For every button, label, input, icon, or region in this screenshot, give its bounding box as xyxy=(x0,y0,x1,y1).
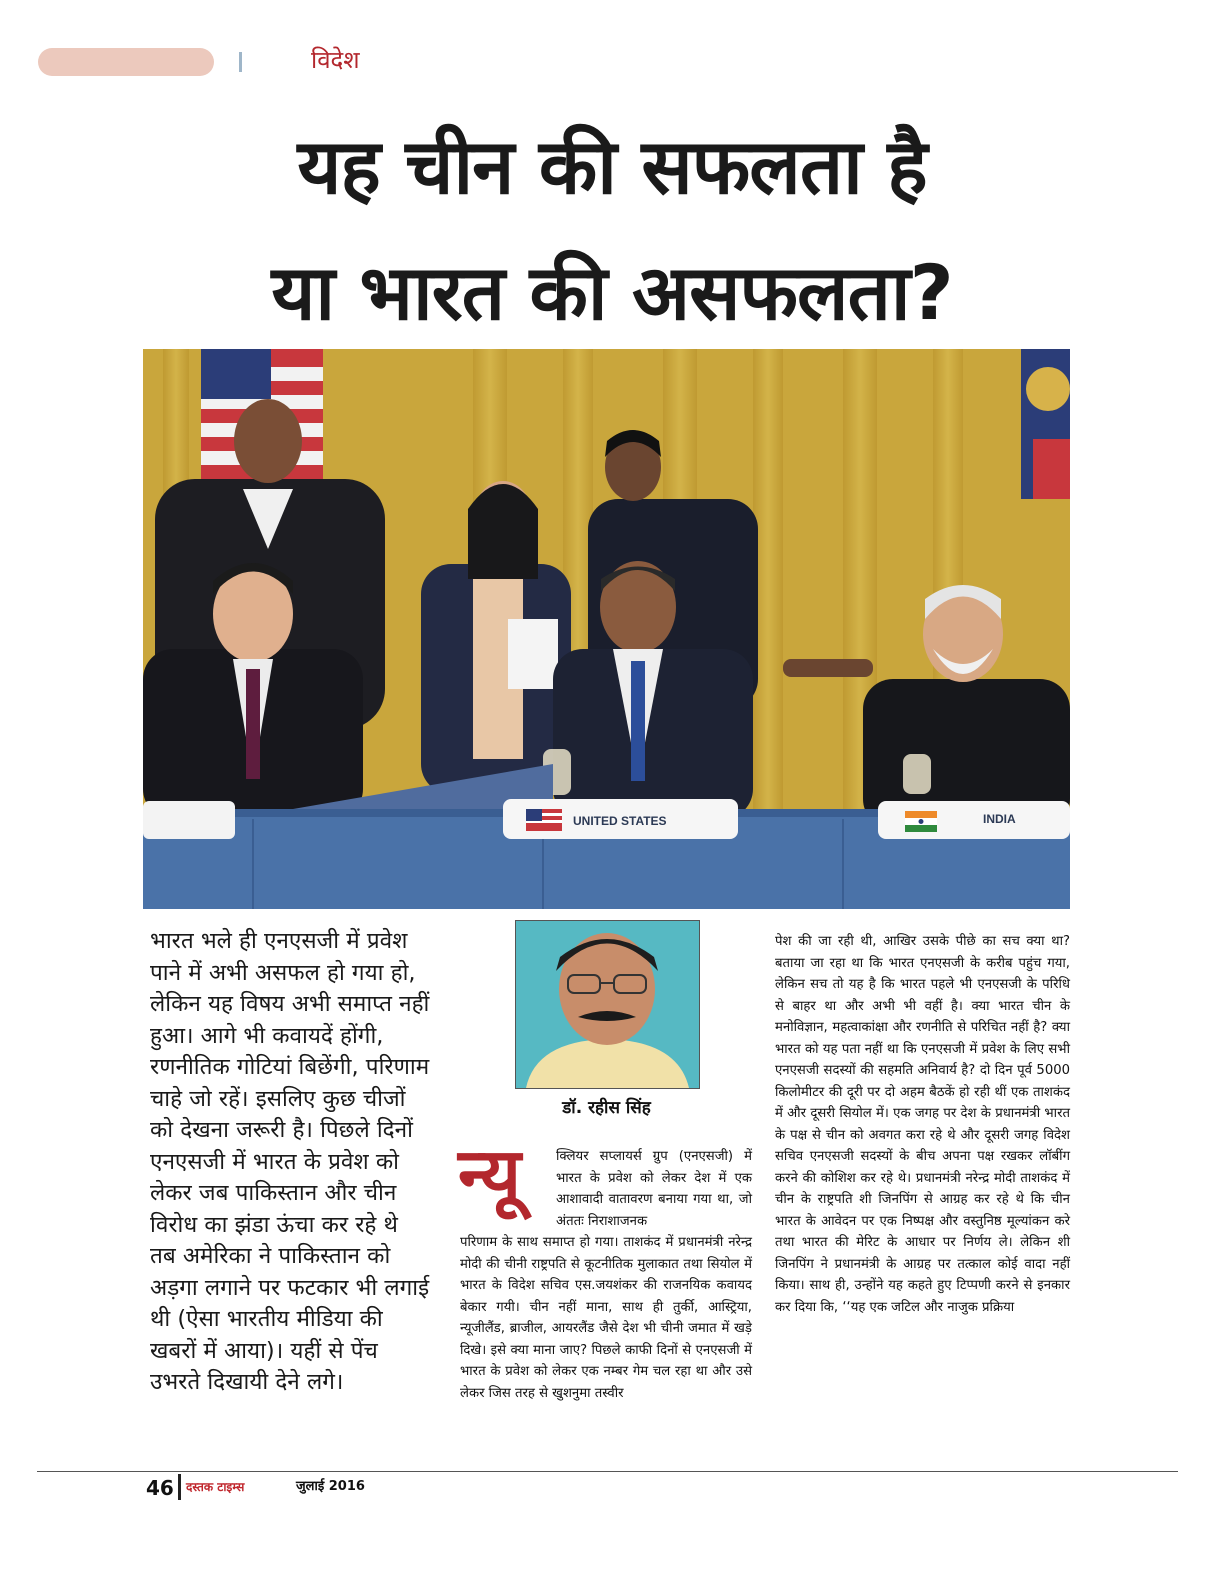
magazine-logo: दस्तक टाइम्स xyxy=(186,1480,245,1494)
divider-bar xyxy=(239,52,242,72)
drop-cap: न्यू xyxy=(458,1132,522,1216)
headline-line-2: या भारत की असफलता? xyxy=(271,248,953,337)
summit-photo xyxy=(143,349,1070,909)
placard-india-label: INDIA xyxy=(983,812,1016,826)
flag-right xyxy=(1021,349,1070,499)
placard-united-states xyxy=(503,799,738,839)
placard-india xyxy=(878,801,1070,839)
issue-date: जुलाई 2016 xyxy=(296,1479,365,1494)
headline-line-1: यह चीन की सफलता है xyxy=(297,122,927,211)
footer-divider xyxy=(178,1474,181,1500)
author-photo xyxy=(515,920,700,1089)
author-portrait xyxy=(516,921,699,1088)
section-label: विदेश xyxy=(311,46,360,74)
footer-rule xyxy=(37,1471,1178,1472)
article-middle-column xyxy=(460,1232,752,1404)
placard-us-label: UNITED STATES xyxy=(573,814,667,828)
article-intro xyxy=(556,1146,752,1232)
summit-photo-illustration xyxy=(143,349,1070,909)
lead-text: भारत भले ही एनएसजी में प्रवेश पाने में अभी असफल हो गया हो, लेकिन यह विषय अभी समाप्त नहीं हुआ। आगे भी कवायदें होंगी, रणनीतिक गोटियां बिछेंगी, परिणाम चाहे जो रहें। इसलिए कुछ चीजों को देखना जरूरी है। पिछले दिनों एनएसजी में भारत के प्रवेश को लेकर जब पाकिस्तान और चीन विरोध का झंडा ऊंचा कर रहे थे तब अमेरिका ने पाकिस्तान को अड़गा लगाने पर फटकार भी लगाई थी (ऐसा भारतीय मीडिया की खबरों में आया)। यहीं से पेंच उभरते दिखायी देने लगे। xyxy=(150,928,430,1395)
article-right-text: पेश की जा रही थी, आखिर उसके पीछे का सच क्या था? बताया जा रहा था कि भारत एनएसजी के करीब पहुंच गया, लेकिन सच तो यह है कि भारत पहले भी एनएसजी के परिधि से बाहर था और अभी भी वहीं है। क्या भारत चीन के मनोविज्ञान, महत्वाकांक्षा और रणनीति से परिचित नहीं है? क्या भारत को यह पता नहीं था कि एनएसजी में प्रवेश के लिए सभी एनएसजी सदस्यों की सहमति अनिवार्य है? दो दिन पूर्व 5000 किलोमीटर की दूरी पर दो अहम बैठकें हो रही थीं एक ताशकंद में और दूसरी सियोल में। एक जगह पर देश के प्रधानमंत्री भारत के पक्ष से चीन को अवगत करा रहे थे और दूसरी जगह विदेश सचिव एनएसजी सदस्यों के बीच अपना पक्ष रखकर लॉबींग करने की कोशिश कर रहे थे। प्रधानमंत्री नरेन्द्र मोदी ताशकंद में चीन के राष्ट्रपति शी जिनपिंग से आग्रह कर रहे थे कि चीन भारत के आवेदन पर एक निष्पक्ष और वस्तुनिष्ठ मूल्यांकन करे तथा भारत की मेरिट के आधार पर निर्णय ले। लेकिन शी जिनपिंग ने प्रधानमंत्री के आग्रह पर तत्काल कोई वादा नहीं किया। साथ ही, उन्होंने यह कहते हुए टिप्पणी करने से इनकार कर दिया कि, ‘‘यह एक जटिल और नाजुक प्रक्रिया xyxy=(775,934,1070,1315)
author-name: डॉ. रहीस सिंह xyxy=(562,1098,651,1118)
lead-paragraph xyxy=(150,926,430,1399)
article-right-column xyxy=(775,931,1070,1318)
page-number: 46 xyxy=(146,1476,174,1500)
article-middle-text: परिणाम के साथ समाप्त हो गया। ताशकंद में प्रधानमंत्री नरेन्द्र मोदी की चीनी राष्ट्रपति से कूटनीतिक मुलाकात तथा सियोल में भारत के विदेश सचिव एस.जयशंकर की राजनयिक कवायद बेकार गयी। चीन नहीं माना, साथ ही तुर्की, आस्ट्रिया, न्यूजीलैंड, ब्राजील, आयरलैंड जैसे देश भी चीनी जमात में खड़े दिखे। इसे क्या माना जाए? पिछले काफी दिनों से एनएसजी में भारत के प्रवेश को लेकर एक नम्बर गेम चल रहा था और उसे लेकर जिस तरह से खुशनुमा तस्वीर xyxy=(460,1235,752,1401)
article-intro-text: क्लियर सप्लायर्स ग्रुप (एनएसजी) में भारत के प्रवेश को लेकर देश में एक आशावादी वातावरण बनाया गया था, जो अंततः निराशाजनक xyxy=(556,1149,752,1229)
headline xyxy=(40,104,1184,356)
section-pill xyxy=(38,48,214,76)
